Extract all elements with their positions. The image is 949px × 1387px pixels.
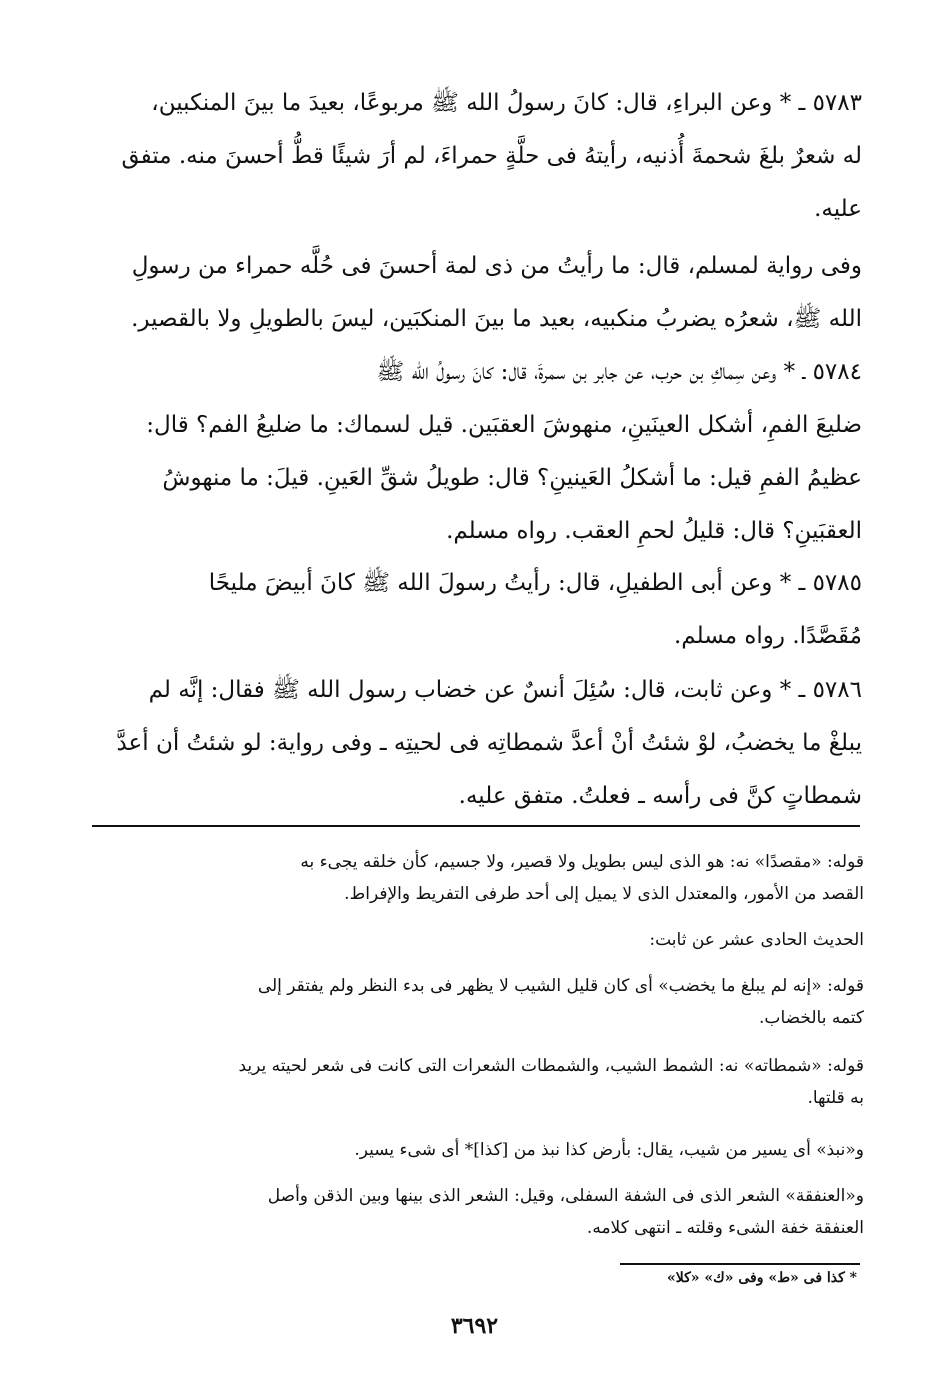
text-line: الله ﷺ، شعرُه يضربُ منكبيه، بعيد ما بينَ المنكبَين، ليسَ بالطويلِ ولا بالقصير. — [131, 306, 862, 332]
hadith-5785 — [92, 557, 862, 663]
note-line: قوله: «شمطاته» نه: الشمط الشيب، والشمطات الشعرات التى كانت فى شعر لحيته يريد — [238, 1056, 864, 1076]
note-heading-eleventh-hadith — [88, 924, 864, 956]
note-nabdh — [88, 1134, 864, 1166]
text-line: وفى رواية لمسلم، قال: ما رأيتُ من ذى لمة أحسنَ فى حُلَّه حمراء من رسولِ — [131, 253, 862, 279]
text-line: ٥٧٨٥ ـ * وعن أبى الطفيلِ، قال: رأيتُ رسولَ الله ﷺ كانَ أبيضَ مليحًا — [208, 570, 862, 596]
note-line: كتمه بالخضاب. — [759, 1008, 864, 1028]
footnote: * كذا فى «ط» وفى «ك» «كلا» — [667, 1270, 857, 1286]
page-number: ٣٦٩٢ — [450, 1313, 499, 1339]
text-line: عليه. — [814, 196, 862, 222]
footnote-divider — [620, 1263, 860, 1265]
note-anfaqa — [88, 1180, 864, 1244]
text-line: ٥٧٨٦ ـ * وعن ثابت، قال: سُئِلَ أنسٌ عن خضاب رسول الله ﷺ فقال: إنَّه لم — [148, 677, 862, 703]
text-line: العقبَينِ؟ قال: قليلُ لحمِ العقب. رواه مسلم. — [446, 518, 862, 544]
text-line: ٥٧٨٣ ـ * وعن البراءِ، قال: كانَ رسولُ الله ﷺ مربوعًا، بعيدَ ما بينَ المنكبين، — [151, 90, 862, 116]
note-line: و«نبذ» أى يسير من شيب، يقال: بأرض كذا نبذ من [كذا]* أى شىء يسير. — [354, 1140, 864, 1160]
text-line: ضليعَ الفمِ، أشكل العينَينِ، منهوشَ العقبَين. قيل لسماك: ما ضليعُ الفم؟ قال: — [146, 412, 862, 438]
note-line: به قلتها. — [807, 1088, 864, 1108]
hadith-5786 — [92, 664, 862, 823]
commentary-divider — [92, 825, 860, 827]
note-line: العنفقة خفة الشىء وقلته ـ انتهى كلامه. — [586, 1218, 864, 1238]
note-line: قوله: «مقصدًا» نه: هو الذى ليس بطويل ولا قصير، ولا جسيم، كأن خلقه يجىء به — [300, 852, 864, 872]
note-lam-yablugh — [88, 970, 864, 1034]
hadith-5783-muslim-narration — [92, 240, 862, 346]
note-line: الحديث الحادى عشر عن ثابت: — [649, 930, 864, 950]
note-shamatat — [88, 1050, 864, 1114]
note-line: القصد من الأمور، والمعتدل الذى لا يميل إلى أحد طرفى التفريط والإفراط. — [344, 884, 864, 904]
note-line: و«العنفقة» الشعر الذى فى الشفة السفلى، وقيل: الشعر الذى بينها وبين الذقن وأصل — [267, 1186, 864, 1206]
text-line: شمطاتٍ كنَّ فى رأسه ـ فعلتُ. متفق عليه. — [458, 783, 862, 809]
note-line: قوله: «إنه لم يبلغ ما يخضب» أى كان قليل الشيب لا يظهر فى بدء النظر ولم يفتقر إلى — [257, 976, 864, 996]
note-muqassad — [88, 846, 864, 910]
hadith-5784 — [92, 346, 862, 558]
hadith-5783 — [92, 77, 862, 236]
text-line: مُقَصَّدًا. رواه مسلم. — [673, 623, 862, 649]
text-line: عظيمُ الفمِ قيل: ما أشكلُ العَينينِ؟ قال: طويلُ شقِّ العَينِ. قيلَ: ما منهوشُ — [162, 465, 862, 491]
text-line: ٥٧٨٤ ـ * وعن سِماكِ بن حرب، عن جابر بن سمرةَ، قال: كانَ رسولُ الله ﷺ — [376, 359, 862, 385]
text-line: يبلغْ ما يخضبُ، لوْ شئتُ أنْ أعدَّ شمطاتِه فى لحيتِه ـ وفى رواية: لو شئتُ أن أعدَّ — [116, 730, 862, 756]
text-line: له شعرٌ بلغَ شحمةَ أُذنيه، رأيتهُ فى حلَّةٍ حمراءَ، لم أرَ شيئًا قطُّ أحسنَ منه. متفق — [121, 143, 862, 169]
